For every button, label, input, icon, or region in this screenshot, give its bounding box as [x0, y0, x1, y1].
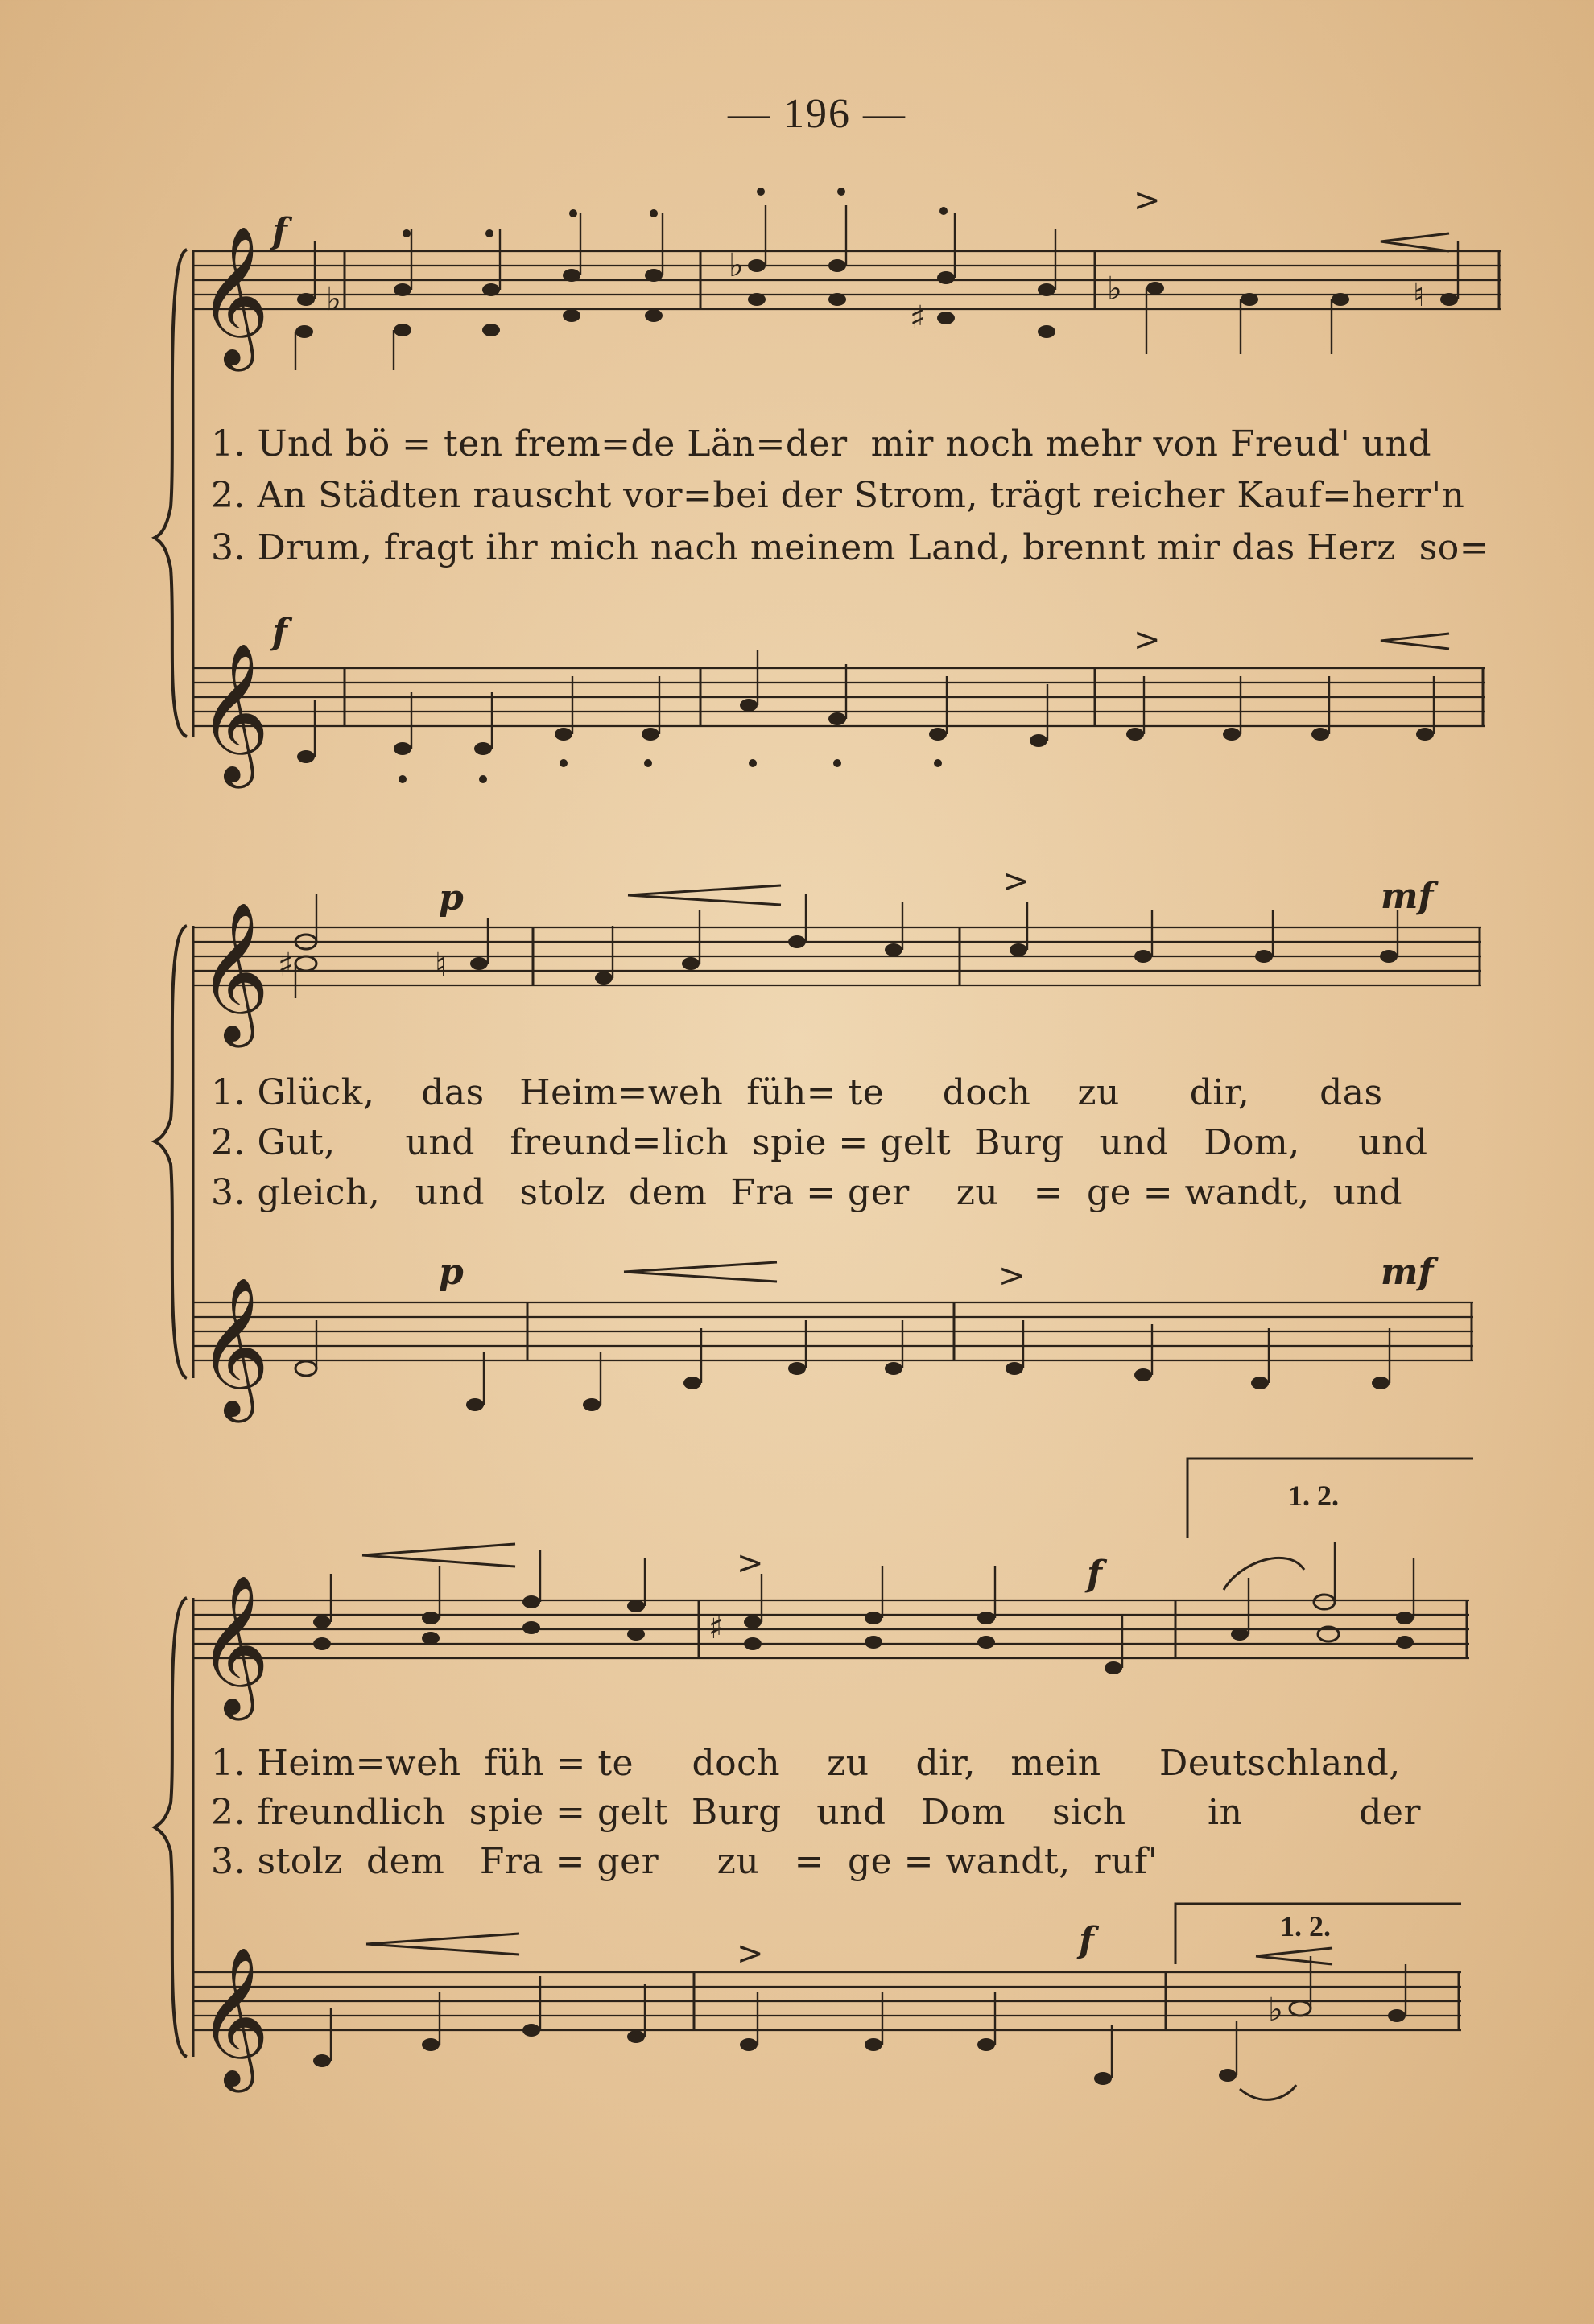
page-number: — 196 —: [728, 91, 906, 137]
svg-text:>: >: [1002, 863, 1030, 900]
svg-text:♮: ♮: [1413, 277, 1425, 314]
svg-text:♭: ♭: [1107, 270, 1122, 308]
dynamic-lower: f: [272, 612, 287, 653]
svg-text:𝄞: 𝄞: [198, 902, 270, 1042]
svg-text:♭: ♭: [1268, 1992, 1283, 2029]
svg-text:1. 2.: 1. 2.: [1280, 1910, 1331, 1942]
lyric-verse-2: 2. freundlich spie = gelt Burg und Dom sich in der: [211, 1792, 1422, 1833]
svg-text:♭: ♭: [326, 281, 341, 318]
lyric-verse-2: 2. An Städten rauscht vor=bei der Strom, trägt reicher Kauf=herr'n: [211, 475, 1465, 516]
treble-clef-icon: 𝄞: [198, 225, 270, 365]
svg-text:mf: mf: [1381, 1252, 1434, 1293]
svg-text:>: >: [737, 1935, 764, 1972]
svg-text:♮: ♮: [435, 947, 447, 984]
svg-text:>: >: [998, 1257, 1026, 1294]
lyric-verse-1: 1. Heim=weh füh = te doch zu dir, mein Deutschland,: [211, 1743, 1401, 1784]
lyric-verse-3: 3. Drum, fragt ihr mich nach meinem Land, brennt mir das Herz so=: [211, 527, 1490, 568]
svg-text:mf: mf: [1381, 876, 1434, 917]
upper-staff: [193, 1542, 1469, 1721]
svg-text:♯: ♯: [910, 299, 926, 336]
svg-text:𝄞: 𝄞: [198, 1946, 270, 2087]
lyric-verse-1: 1. Und bö = ten frem=de Län=der mir noch mehr von Freud' und: [211, 423, 1432, 464]
svg-text:♭: ♭: [729, 247, 744, 284]
svg-text:♯: ♯: [278, 947, 294, 984]
svg-text:f: f: [1079, 1920, 1094, 1961]
svg-text:p: p: [439, 877, 464, 918]
svg-text:f: f: [1087, 1554, 1102, 1595]
svg-text:𝄞: 𝄞: [198, 1575, 270, 1715]
svg-text:>: >: [737, 1545, 764, 1582]
svg-text:𝄞: 𝄞: [198, 642, 270, 782]
upper-notes: [313, 1542, 1414, 1674]
lyric-verse-2: 2. Gut, und freund=lich spie = gelt Burg und Dom, und: [211, 1122, 1428, 1163]
svg-text:>: >: [1134, 621, 1161, 658]
dynamic-upper: f: [272, 211, 287, 252]
volta-bracket-label: 1. 2.: [1288, 1480, 1339, 1512]
svg-text:p: p: [439, 1252, 464, 1293]
lyric-verse-3: 3. stolz dem Fra = ger zu = ge = wandt, ruf': [211, 1841, 1158, 1882]
lower-notes: [313, 1956, 1406, 2085]
lower-staff: [193, 1934, 1461, 2099]
lyric-verse-3: 3. gleich, und stolz dem Fra = ger zu = ge = wandt, und: [211, 1172, 1402, 1213]
svg-text:♯: ♯: [708, 1609, 725, 1646]
lyric-verse-1: 1. Glück, das Heim=weh füh= te doch zu dir, das: [211, 1072, 1383, 1113]
svg-text:>: >: [1134, 182, 1161, 219]
svg-text:𝄞: 𝄞: [198, 1277, 270, 1417]
